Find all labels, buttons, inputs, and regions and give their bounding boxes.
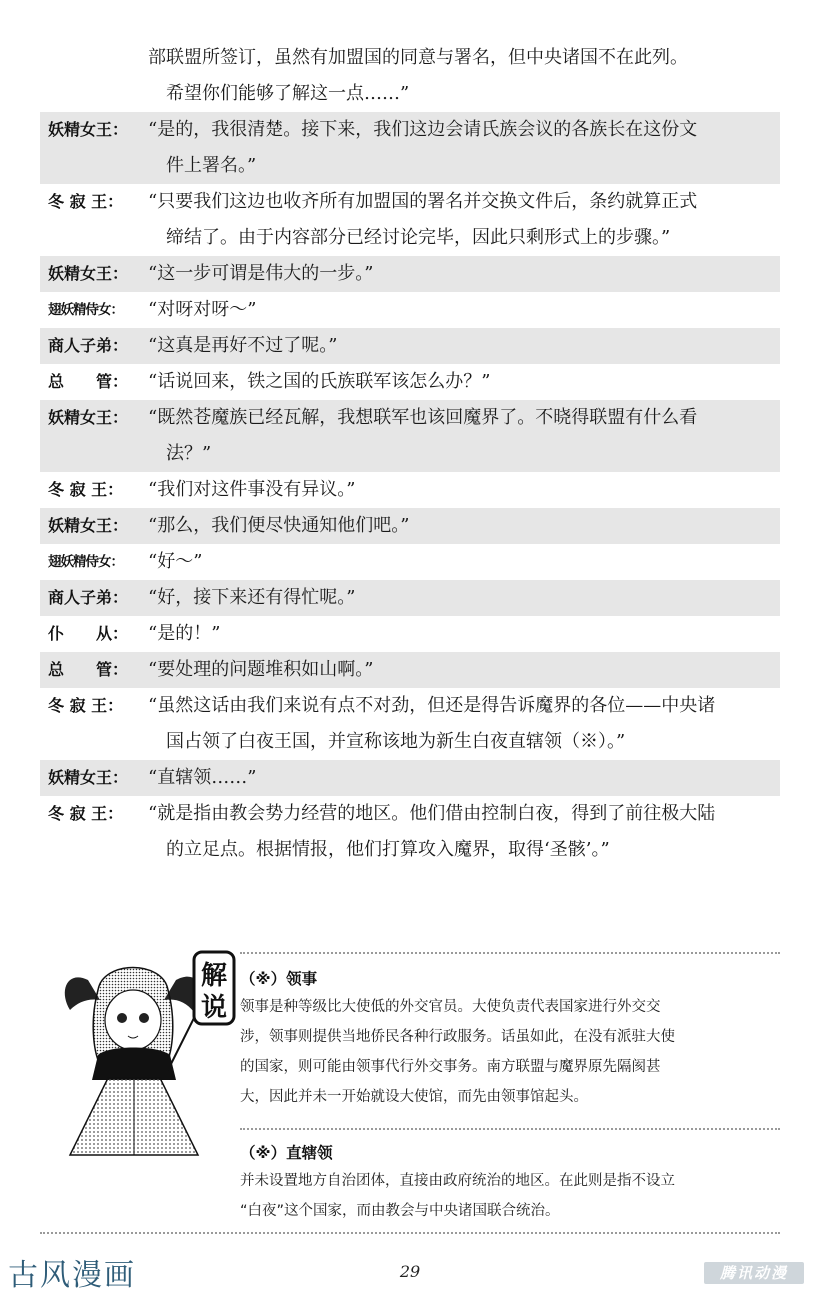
speaker-name: 妖精女王： (48, 264, 129, 283)
divider (240, 952, 780, 954)
dialog-row (40, 40, 780, 112)
speech-text (148, 256, 774, 292)
note-line: 大，因此并未一开始就设大使馆，而先由领事馆起头。 (240, 1089, 588, 1105)
dialog-row (40, 400, 780, 472)
dialog-row (40, 544, 780, 580)
speech-text (148, 544, 774, 580)
speaker-name: 翅妖精侍女： (48, 302, 123, 318)
speech-text (148, 796, 774, 868)
speaker-name: 商人子弟： (48, 336, 129, 355)
dialog-row (40, 256, 780, 292)
watermark-right: 腾讯动漫 (704, 1262, 804, 1284)
speech-line: “那么，我们便尽快通知他们吧。” (148, 515, 410, 536)
speaker-name: 冬 寂 王： (48, 696, 124, 715)
speech-line: 法？” (166, 443, 212, 464)
speaker-name: 妖精女王： (48, 516, 129, 535)
dialog-row (40, 472, 780, 508)
kaisetsu-char-2: 说 (200, 993, 228, 1023)
note-consul (240, 966, 785, 1112)
speech-line: “要处理的问题堆积如山啊。” (148, 659, 374, 680)
note-line: 涉，领事则提供当地侨民各种行政服务。话虽如此，在没有派驻大使 (240, 1029, 675, 1045)
speaker-name: 总 管： (48, 372, 129, 391)
explanation-box (40, 940, 780, 1240)
speech-text (148, 688, 774, 760)
speech-line: 缔结了。由于内容部分已经讨论完毕，因此只剩形式上的步骤。” (166, 227, 671, 248)
speech-line: 希望你们能够了解这一点……” (166, 83, 410, 104)
speech-text (148, 580, 774, 616)
divider (240, 1128, 780, 1130)
speech-text (148, 292, 774, 328)
speech-line: “虽然这话由我们来说有点不对劲，但还是得告诉魔界的各位——中央诸 (148, 695, 716, 716)
speaker-name: 冬 寂 王： (48, 192, 124, 211)
note-direct-territory (240, 1140, 785, 1226)
speaker-name: 妖精女王： (48, 120, 129, 139)
speech-line: “是的！” (148, 623, 221, 644)
dialog-row (40, 760, 780, 796)
speech-line: “这一步可谓是伟大的一步。” (148, 263, 374, 284)
speech-line: “这真是再好不过了呢。” (148, 335, 338, 356)
speech-text (148, 616, 774, 652)
speech-line: “是的，我很清楚。接下来，我们这边会请氏族会议的各族长在这份文 (148, 119, 698, 140)
speaker-name: 妖精女王： (48, 408, 129, 427)
dialog-row (40, 328, 780, 364)
speech-text (148, 472, 774, 508)
kaisetsu-char-1: 解 (200, 961, 228, 991)
speaker-name: 总 管： (48, 660, 129, 679)
speech-line: 国占领了白夜王国，并宣称该地为新生白夜直辖领（※）。” (166, 731, 626, 752)
dialog-row (40, 292, 780, 328)
dialog-row (40, 184, 780, 256)
speech-text (148, 184, 774, 256)
speech-line: “对呀对呀～” (148, 299, 257, 320)
note-line: 领事是种等级比大使低的外交官员。大使负责代表国家进行外交交 (240, 999, 661, 1015)
speech-line: “我们对这件事没有异议。” (148, 479, 356, 500)
speech-line: “好，接下来还有得忙呢。” (148, 587, 356, 608)
dialog-row (40, 580, 780, 616)
note-line: “白夜”这个国家，而由教会与中央诸国联合统治。 (240, 1203, 560, 1219)
speaker-name: 冬 寂 王： (48, 804, 124, 823)
note-title: （※）领事 (240, 970, 318, 988)
note-body (240, 1166, 785, 1226)
speech-text (148, 652, 774, 688)
speaker-name: 翅妖精侍女： (48, 554, 123, 570)
note-line: 并未设置地方自治团体，直接由政府统治的地区。在此则是指不设立 (240, 1173, 675, 1189)
speech-text (148, 508, 774, 544)
dialog-row (40, 508, 780, 544)
dialog-row (40, 112, 780, 184)
speech-text (148, 328, 774, 364)
speaker-name: 商人子弟： (48, 588, 129, 607)
speaker-name: 冬 寂 王： (48, 480, 124, 499)
speech-line: 的立足点。根据情报，他们打算攻入魔界，取得‘圣骸’。” (166, 839, 610, 860)
speaker-name: 妖精女王： (48, 768, 129, 787)
speech-line: 部联盟所签订，虽然有加盟国的同意与署名，但中央诸国不在此列。 (148, 47, 688, 68)
speech-line: “就是指由教会势力经营的地区。他们借由控制白夜，得到了前往极大陆 (148, 803, 716, 824)
speech-line: “话说回来，铁之国的氏族联军该怎么办？” (148, 371, 491, 392)
dialog-list (40, 40, 780, 868)
speech-line: “既然苍魔族已经瓦解，我想联军也该回魔界了。不晓得联盟有什么看 (148, 407, 698, 428)
speech-line: “直辖领……” (148, 767, 257, 788)
dialog-row (40, 688, 780, 760)
note-title: （※）直辖领 (240, 1144, 333, 1162)
speech-line: “只要我们这边也收齐所有加盟国的署名并交换文件后，条约就算正式 (148, 191, 698, 212)
kaisetsu-badge (190, 948, 240, 1028)
page-number: 29 (399, 1262, 421, 1281)
note-line: 的国家，则可能由领事代行外交事务。南方联盟与魔界原先隔阂甚 (240, 1059, 661, 1075)
speech-text (148, 40, 774, 112)
watermark-left: 古风漫画 (8, 1258, 136, 1293)
speech-text (148, 112, 774, 184)
speaker-name: 仆 从： (48, 624, 129, 643)
speech-text (148, 364, 774, 400)
speech-text (148, 760, 774, 796)
dialog-row (40, 796, 780, 868)
note-body (240, 992, 785, 1112)
dialog-row (40, 364, 780, 400)
speech-text (148, 400, 774, 472)
dialog-row (40, 616, 780, 652)
speech-line: “好～” (148, 551, 203, 572)
speech-line: 件上署名。” (166, 155, 257, 176)
dialog-row (40, 652, 780, 688)
divider (40, 1232, 780, 1234)
